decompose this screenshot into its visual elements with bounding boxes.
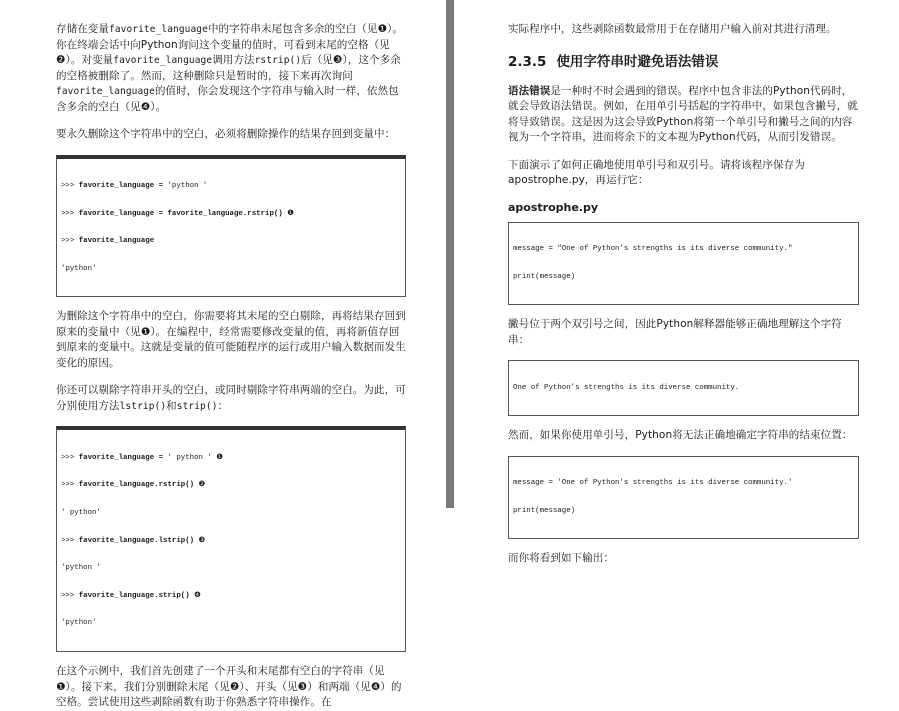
code-line: ' python' — [61, 508, 101, 517]
inline-code: favorite_language — [109, 24, 208, 35]
code-line: >>> favorite_language.rstrip() ❷ — [61, 481, 206, 490]
code-block-strip-assign — [56, 155, 406, 298]
code-line: >>> favorite_language.lstrip() ❸ — [61, 536, 206, 545]
term-syntax-error: 语法错误 — [508, 84, 551, 97]
left-paragraph-3: 为删除这个字符串中的空白，你需要将其末尾的空白剔除，再将结果存回到原来的变量中（见❶）。在编程中，经常需要修改变量的值，再将新值存回到原来的变量中。这就是变量的值可能随程序的运行或用户输入数据而发生变化的原因。 — [56, 310, 406, 369]
code-line: >>> favorite_language = 'python ' — [61, 181, 208, 190]
right-paragraph-1: 实际程序中，这些剥除函数最常用于在存储用户输入前对其进行清理。 — [508, 23, 837, 35]
left-page — [0, 0, 446, 709]
code-line: message = "One of Python's strengths is its diverse community." — [513, 244, 793, 253]
code-block-strip-methods — [56, 426, 406, 652]
left-paragraph-4: 你还可以剔除字符串开头的空白，或同时剔除字符串两端的空白。为此，可分别使用方法lstrip()和strip()： — [56, 384, 406, 412]
code-line: >>> favorite_language = ' python ' ❶ — [61, 453, 223, 462]
inline-code: lstrip() — [119, 400, 167, 412]
code-line: 'python' — [61, 619, 97, 628]
inline-code: favorite_language — [56, 86, 155, 97]
code-block-single-quote — [508, 456, 859, 540]
filename-label: apostrophe.py — [508, 200, 599, 214]
right-paragraph-3: 下面演示了如何正确地使用单引号和双引号。请将该程序保存为apostrophe.py，再运行它： — [508, 158, 805, 186]
code-block-output — [508, 360, 859, 416]
section-number: 2.3.5 — [508, 53, 547, 70]
right-page — [454, 0, 899, 565]
inline-code: favorite_language — [113, 55, 213, 66]
right-paragraph-5: 然而，如果你使用单引号，Python将无法正确地确定字符串的结束位置： — [508, 429, 853, 442]
code-line: One of Python's strengths is its diverse community. — [513, 383, 740, 392]
right-paragraph-6: 而你将看到如下输出： — [508, 552, 614, 565]
code-line: >>> favorite_language — [61, 237, 155, 246]
left-paragraph-1: 存储在变量favorite_language中的字符串末尾包含多余的空白（见❶）。你在终端会话中向Python询问这个变量的值时，可看到末尾的空格（见❷）。对变量favorite_language调用方法rstrip()后（见❸），这个多余的空格被删除了。然而，这种删除只是暂时的，接下来再次询问favorite_language的值时，你会发现这个字符串与输入时一样，依然包含多余的空白（见❹）。 — [56, 23, 403, 113]
code-block-apostrophe — [508, 222, 859, 306]
code-line: 'python ' — [61, 564, 101, 573]
left-paragraph-5: 在这个示例中，我们首先创建了一个开头和末尾都有空白的字符串（见❶）。接下来，我们分别删除末尾（见❷）、开头（见❸）和两端（见❹）的空格。尝试使用这些剥除函数有助于你熟悉字符串操作。在 — [56, 665, 402, 709]
section-heading — [508, 50, 859, 70]
code-line: >>> favorite_language = favorite_language.rstrip() ❶ — [61, 209, 294, 218]
right-paragraph-4: 撇号位于两个双引号之间，因此Python解释器能够正确地理解这个字符串： — [508, 318, 842, 346]
inline-code: rstrip() — [254, 55, 302, 66]
right-paragraph-2: 语法错误是一种时不时会遇到的错误。程序中包含非法的Python代码时，就会导致语法错误。例如，在用单引号括起的字符串中，如果包含撇号，就将导致错误。这是因为这会导致Python将第一个单引号和撇号之间的内容视为一个字符串，进而将余下的文本视为Python代码，从而引发错误。 — [508, 84, 858, 143]
page-gutter — [446, 0, 454, 508]
code-line: 'python' — [61, 264, 97, 273]
inline-code: strip() — [176, 400, 218, 412]
code-line: print(message) — [513, 506, 576, 515]
left-paragraph-2: 要永久删除这个字符串中的空白，必须将删除操作的结果存回到变量中： — [56, 128, 396, 140]
section-title: 使用字符串时避免语法错误 — [556, 53, 719, 70]
code-line: >>> favorite_language.strip() ❹ — [61, 591, 201, 600]
code-line: print(message) — [513, 272, 576, 281]
code-line: message = 'One of Python's strengths is its diverse community.' — [513, 479, 793, 488]
